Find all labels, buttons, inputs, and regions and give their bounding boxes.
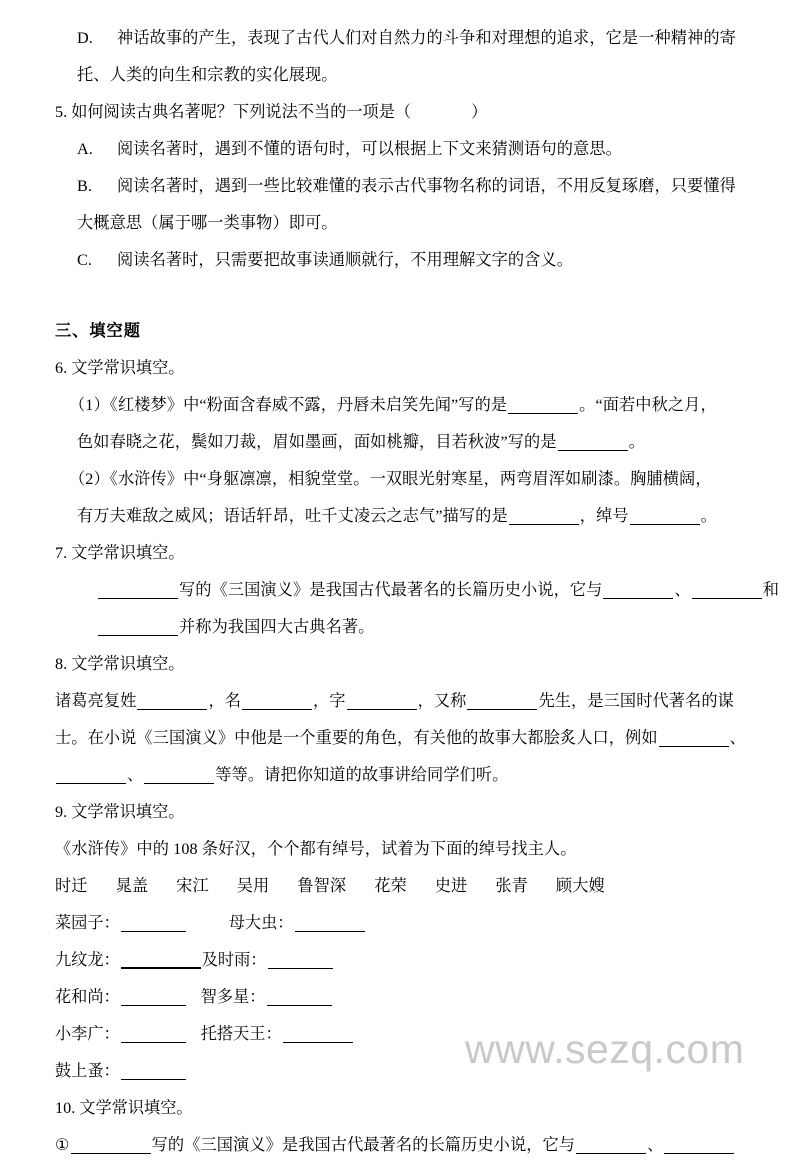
answer-blank-9-3[interactable] [121,950,201,969]
answer-blank-9-6[interactable] [267,988,332,1006]
name-pool-item: 晁盖 [115,877,149,895]
answer-blank-7-3[interactable] [692,581,762,599]
sub-1-marker: （1） [69,396,110,414]
name-pool-item: 顾大嫂 [555,877,605,895]
sub-2-text-d: 。 [700,507,717,525]
question-8-stem: 8. 文学常识填空。 [55,655,185,673]
answer-blank-6-2-1[interactable] [509,507,579,525]
question-8-text-c: ，字 [313,692,346,710]
question-10-line-1 [55,1127,765,1164]
answer-blank-8-1[interactable] [137,692,207,710]
question-9-stem: 9. 文学常识填空。 [55,803,185,821]
nickname-label: 及时雨： [201,951,267,969]
question-6-sub-1-line-1 [55,387,765,424]
answer-blank-9-4[interactable] [268,951,333,969]
question-7-line-2 [55,609,765,646]
question-8-text-f: 士。在小说《三国演义》中他是一个重要的角色，有关他的故事大都脍炙人口，例如 [55,729,658,747]
name-pool-item: 宋江 [176,877,209,895]
nickname-pair [229,905,366,942]
question-6-stem: 6. 文学常识填空。 [55,359,185,377]
answer-blank-7-4[interactable] [98,618,178,636]
nickname-label: 小李广： [55,1025,120,1043]
option-a-label: A. [77,140,93,158]
nickname-label: 花和尚： [55,988,120,1006]
question-8-text-d: ，又称 [417,692,467,710]
nickname-label: 母大虫： [228,914,294,932]
answer-blank-8-3[interactable] [347,692,417,710]
question-9-name-pool [55,868,765,905]
question-5-stem-close: ） [471,103,488,121]
name-pool-item: 花荣 [374,877,407,895]
name-pool-item: 鲁智深 [297,877,347,895]
answer-blank-10-3[interactable] [664,1136,734,1154]
option-d-text-1: 神话故事的产生，表现了古代人们对自然力的斗争和对理想的追求，它是一种精神的寄 [117,29,736,47]
sub-2-text-b: 有万夫难敌之威风；语话轩昂，吐千丈凌云之志气”描写的是 [77,507,508,525]
sub-2-text-a: 《水浒传》中“身躯凛凛，相貌堂堂。一双眼光射寒星，两弯眉浑如刷漆。胸脯横阔， [109,470,712,488]
question-5-option-b [55,168,765,205]
question-7-stem: 7. 文学常识填空。 [55,544,185,562]
question-6-sub-2-line-2 [55,498,765,535]
nickname-pair [202,942,334,979]
option-d-line-2: 托、人类的向生和宗教的实化展现。 [77,66,338,84]
nickname-label: 智多星： [200,988,266,1006]
sub-1-text-a: 《红楼梦》中“粉面含春威不露，丹唇未启笑先闻”写的是 [109,396,508,414]
answer-blank-7-1[interactable] [98,581,178,599]
answer-blank-10-2[interactable] [576,1136,646,1154]
section-3-heading: 三、填空题 [55,322,141,340]
question-5-stem-text: 5. 如何阅读古典名著呢？下列说法不当的一项是（ [55,103,412,121]
question-8-text-b: ，名 [208,692,242,710]
answer-blank-8-7[interactable] [144,766,214,784]
answer-blank-9-5[interactable] [121,988,186,1006]
question-8-text-e: 先生，是三国时代著名的谋 [538,692,734,710]
answer-blank-9-9[interactable] [121,1062,186,1080]
site-watermark: www.sezq.com [465,1026,745,1072]
nickname-pair [201,979,333,1016]
answer-blank-9-8[interactable] [283,1025,353,1043]
answer-blank-8-6[interactable] [56,766,126,784]
sub-2-marker: （2） [69,470,110,488]
answer-blank-6-1-1[interactable] [508,396,578,414]
question-8-text-h: 、 [127,766,144,784]
nickname-pair [55,905,187,942]
question-8-line-1 [55,683,765,720]
nickname-pair-row [55,979,765,1016]
name-pool-item: 史进 [434,877,468,895]
question-8-line-2 [55,720,765,757]
answer-blank-8-5[interactable] [659,729,729,747]
nickname-pair-row [55,1053,765,1090]
option-a-text: 阅读名著时，遇到不懂的语句时，可以根据上下文来猜测语句的意思。 [117,140,622,158]
question-10-stem: 10. 文学常识填空。 [55,1099,193,1117]
sub-1-text-c: 色如春晓之花，鬓如刀裁，眉如墨画，面如桃瓣，目若秋波”写的是 [77,433,557,451]
question-7-text-a: 写的《三国演义》是我国古代最著名的长篇历史小说，它与 [179,581,603,599]
answer-blank-9-1[interactable] [121,914,186,932]
sub-2-text-c: ，绰号 [579,507,629,525]
answer-blank-10-1[interactable] [71,1136,151,1154]
question-5-option-b-line-2: 大概意思（属于哪一类事物）即可。 [77,214,338,232]
option-d-label: D. [77,29,93,47]
answer-blank-9-7[interactable] [121,1025,186,1043]
question-10-text-a: 写的《三国演义》是我国古代最著名的长篇历史小说，它与 [151,1136,576,1154]
answer-blank-8-2[interactable] [242,692,312,710]
option-c-text: 阅读名著时，只需要把故事读通顺就行，不用理解文字的含义。 [117,251,574,269]
question-6-sub-1-line-2 [55,424,765,461]
answer-blank-9-2[interactable] [295,914,365,932]
nickname-label: 菜园子： [55,914,120,932]
question-5-stem [55,94,765,131]
question-7-line-1 [55,572,780,609]
answer-blank-6-1-2[interactable] [558,433,628,451]
question-5-option-c [55,242,765,279]
question-8-text-i: 等等。请把你知道的故事讲给同学们听。 [215,766,509,784]
question-8-text-g: 、 [729,729,746,747]
question-7-text-b: 、 [674,581,691,599]
nickname-pair [55,1053,187,1090]
question-10-text-b: 、 [647,1136,664,1154]
question-7-text-d: 并称为我国四大古典名著。 [179,618,375,636]
question-6-sub-2-line-1 [55,461,765,498]
option-d-line-1 [55,20,765,57]
nickname-pair [55,1016,187,1053]
nickname-pair [55,979,187,1016]
option-b-label: B. [77,177,93,195]
nickname-pair-row [55,942,765,979]
question-8-line-3 [55,757,765,794]
nickname-label: 鼓上蚤： [55,1062,120,1080]
answer-blank-6-2-2[interactable] [630,507,700,525]
name-pool-item: 时迁 [55,877,88,895]
option-c-label: C. [77,251,93,269]
question-9-intro: 《水浒传》中的 108 条好汉，个个都有绰号，试着为下面的绰号找主人。 [55,840,577,858]
question-7-text-c: 和 [762,581,780,599]
name-pool-item: 张青 [495,877,528,895]
question-8-text-a: 诸葛亮复姓 [55,692,137,710]
sub-1-text-d: 。 [628,433,645,451]
section-gap [55,279,765,313]
nickname-pair [201,1016,354,1053]
nickname-pair-row [55,1016,765,1053]
sub-1-text-b: 。“面若中秋之月， [579,396,717,414]
option-b-text-1: 阅读名著时，遇到一些比较难懂的表示古代事物名称的词语，不用反复琢磨，只要懂得 [117,177,736,195]
answer-blank-7-2[interactable] [603,581,673,599]
nickname-label: 九纹龙： [55,951,120,969]
question-10-marker: ① [55,1136,70,1154]
nickname-pair [55,942,202,979]
question-5-option-a [55,131,765,168]
nickname-label: 托搭天王： [200,1025,282,1043]
nickname-pair-row [55,905,765,942]
answer-blank-8-4[interactable] [467,692,537,710]
name-pool-item: 吴用 [236,877,270,895]
